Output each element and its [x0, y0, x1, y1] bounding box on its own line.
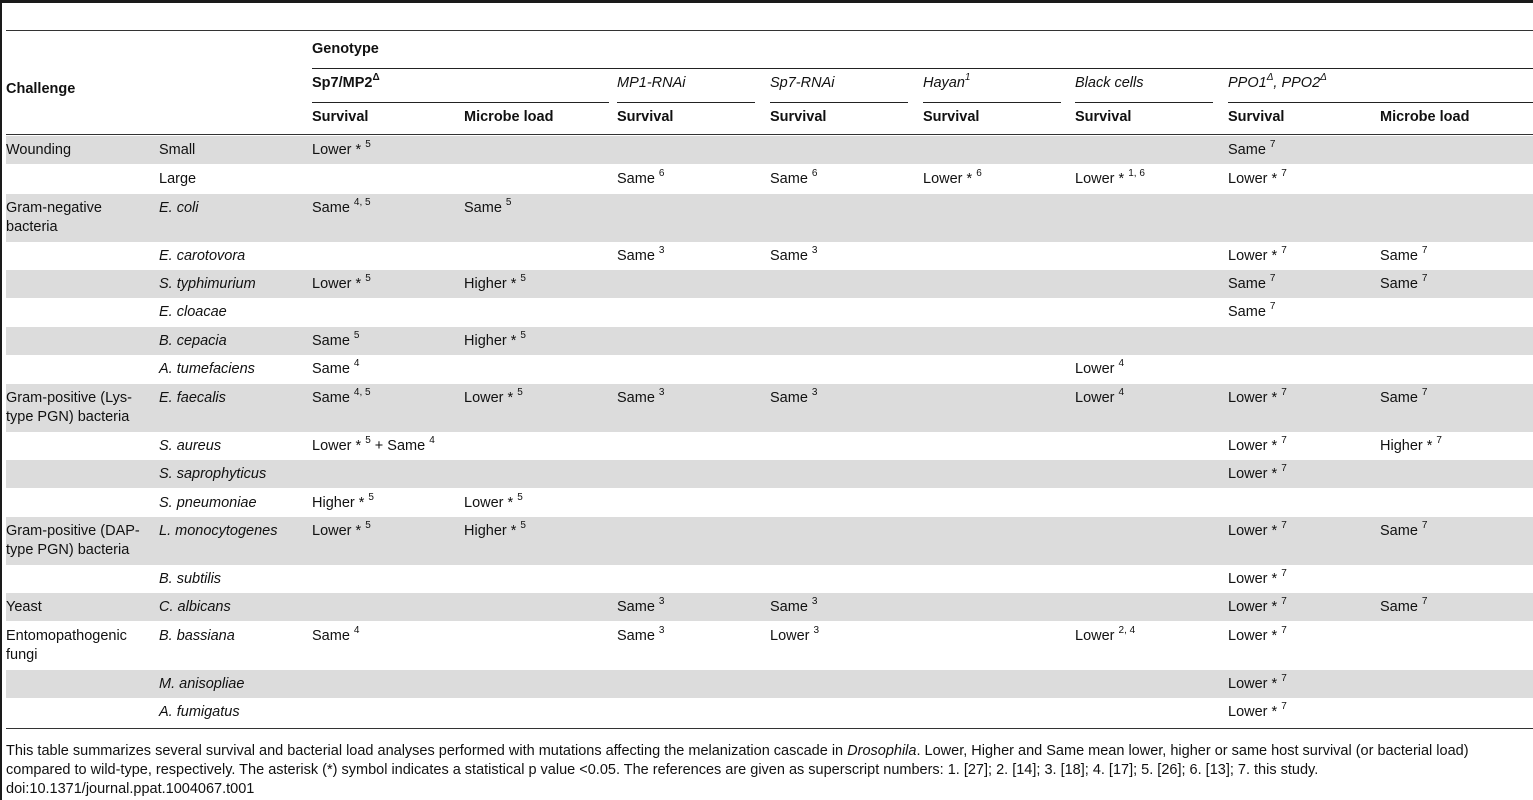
reference-superscript: 5 — [520, 273, 526, 285]
reference-superscript: 3 — [658, 625, 665, 637]
table-cell: Same $^6$ — [770, 168, 818, 187]
table-cell: Same $^7$ — [1228, 301, 1276, 320]
table-cell: Lower * $^6$ — [923, 168, 982, 187]
table-cell: Lower * $^5$ — [464, 387, 523, 406]
table-cell: Lower * $^{1, 6}$ — [1075, 168, 1145, 187]
challenge-organism: E. carotovora — [159, 248, 246, 264]
table-cell: Same $^7$ — [1380, 273, 1428, 292]
reference-superscript: 7 — [1281, 701, 1287, 713]
reference-superscript: 7 — [1281, 568, 1287, 580]
reference-superscript: 6 — [976, 168, 982, 180]
table-cell: Lower * $^7$ — [1228, 596, 1287, 615]
challenge-group: Entomopathogenic fungi — [6, 628, 127, 663]
reference-superscript: 7 — [1281, 168, 1287, 180]
challenge-organism: C. albicans — [159, 599, 231, 615]
challenge-organism: L. monocytogenes — [159, 523, 278, 539]
reference-superscript: 7 — [1421, 387, 1428, 399]
challenge-organism: E. coli — [159, 200, 199, 216]
reference-superscript: 4 — [1118, 387, 1125, 399]
genotype-column-1: $Sp7/MP2^\Delta$ — [312, 72, 380, 91]
table-cell: Lower $^4$ — [1075, 358, 1125, 377]
reference-superscript: 6 — [658, 168, 665, 180]
reference-superscript: 3 — [658, 387, 665, 399]
reference-superscript: 5 — [520, 520, 526, 532]
reference-superscript: 5 — [353, 330, 360, 342]
table-cell: Same $^3$ — [617, 625, 665, 644]
challenge-organism: S. pneumoniae — [159, 495, 257, 511]
column-underline — [923, 102, 1061, 103]
table-cell: Lower * $^7$ — [1228, 463, 1287, 482]
table-cell: Same $^{4, 5}$ — [312, 387, 371, 406]
reference-superscript: 4, 5 — [353, 387, 371, 399]
table-cell: Same $^7$ — [1380, 245, 1428, 264]
reference-superscript: 7 — [1269, 273, 1276, 285]
table-cell: Lower * $^7$ — [1228, 435, 1287, 454]
subheader-7: Survival — [1228, 109, 1285, 125]
table-cell: Same $^7$ — [1380, 520, 1428, 539]
table-cell: Same $^7$ — [1228, 139, 1276, 158]
reference-superscript: 7 — [1281, 435, 1287, 447]
reference-superscript: 7 — [1281, 463, 1287, 475]
challenge-organism: S. typhimurium — [159, 276, 256, 292]
reference-superscript: Δ — [372, 72, 380, 84]
challenge-organism: E. faecalis — [159, 390, 226, 406]
table-cell: Higher * $^5$ — [464, 330, 526, 349]
genotype-column-2: MP1-RNAi — [617, 75, 686, 91]
reference-superscript: 4 — [353, 358, 360, 370]
reference-superscript: 5 — [517, 492, 523, 504]
reference-superscript: 4, 5 — [353, 197, 371, 209]
table-cell: Lower * $^5$ — [312, 520, 371, 539]
challenge-group: Gram-positive (Lys-type PGN) bacteria — [6, 390, 132, 425]
reference-superscript: 3 — [658, 245, 665, 257]
reference-superscript: 7 — [1281, 520, 1287, 532]
table-cell: Higher * $^7$ — [1380, 435, 1442, 454]
reference-superscript: 3 — [811, 596, 818, 608]
table-cell: Same $^{4, 5}$ — [312, 197, 371, 216]
reference-superscript: 7 — [1421, 596, 1428, 608]
table-row-band — [6, 327, 1533, 355]
reference-superscript: 7 — [1421, 520, 1428, 532]
table-cell: Same $^6$ — [617, 168, 665, 187]
table-cell: Higher * $^5$ — [464, 520, 526, 539]
subheader-3: Survival — [617, 109, 674, 125]
reference-superscript: 5 — [365, 139, 371, 151]
table-cell: Lower $^{2, 4}$ — [1075, 625, 1136, 644]
reference-superscript: 6 — [811, 168, 818, 180]
subheader-4: Survival — [770, 109, 827, 125]
reference-superscript: 5 — [368, 492, 374, 504]
subheader-1: Survival — [312, 109, 369, 125]
reference-superscript: Δ — [1266, 72, 1274, 84]
table-caption: This table summarizes several survival and bacterial load analyses performed with mutations affecting the melanization cascade in Drosophila. Lower, Higher and Same mean lower, higher or same host survival (or bacterial load) compared to wild-type, respectively. The asterisk (*) symbol indicates a statistical p value <0.05. The references are given as superscript numbers: 1. [27]; 2. [14]; 3. [18]; 4. [17]; 5. [26]; 6. [13]; 7. this study. — [6, 743, 1469, 778]
table-cell: Lower * $^7$ — [1228, 387, 1287, 406]
table-cell: Lower $^3$ — [770, 625, 820, 644]
column-underline — [1075, 102, 1213, 103]
table-cell: Same $^7$ — [1380, 387, 1428, 406]
challenge-organism: A. fumigatus — [159, 704, 240, 720]
challenge-organism: M. anisopliae — [159, 676, 245, 692]
challenge-organism: B. subtilis — [159, 571, 222, 587]
table-cell: Same $^4$ — [312, 625, 360, 644]
reference-superscript: 7 — [1281, 673, 1287, 685]
reference-superscript: Δ — [1320, 72, 1327, 84]
table-cell: Higher * $^5$ — [464, 273, 526, 292]
reference-superscript: 5 — [365, 273, 371, 285]
table-row-band — [6, 194, 1533, 242]
reference-superscript: 7 — [1436, 435, 1442, 447]
reference-superscript: 7 — [1269, 139, 1276, 151]
reference-superscript: 7 — [1421, 245, 1428, 257]
table-cell: Higher * $^5$ — [312, 492, 374, 511]
header-bottom-rule — [6, 134, 1533, 135]
challenge-organism: A. tumefaciens — [159, 361, 255, 377]
left-rule — [0, 0, 2, 800]
column-underline — [770, 102, 908, 103]
reference-superscript: 7 — [1269, 301, 1276, 313]
challenge-organism: Small — [159, 142, 196, 158]
reference-superscript: 1, 6 — [1128, 168, 1145, 180]
table-cell: Same $^7$ — [1228, 273, 1276, 292]
genotype-underline — [312, 68, 1533, 69]
reference-superscript: 4 — [429, 435, 435, 447]
table-cell: Same $^3$ — [617, 245, 665, 264]
table-cell: Lower * $^7$ — [1228, 701, 1287, 720]
challenge-organism: E. cloacae — [159, 304, 227, 320]
challenge-organism: S. aureus — [159, 438, 222, 454]
table-cell: Same $^7$ — [1380, 596, 1428, 615]
table-row-band — [6, 136, 1533, 164]
table-cell: Same $^5$ — [464, 197, 512, 216]
reference-superscript: 5 — [517, 387, 523, 399]
reference-superscript: 1 — [964, 72, 971, 84]
table-cell: Lower * $^5$ — [464, 492, 523, 511]
challenge-organism: B. bassiana — [159, 628, 235, 644]
genotype-column-6: $PPO1^\Delta$, $PPO2^\Delta$ — [1228, 72, 1327, 91]
table-cell: Lower * $^7$ — [1228, 520, 1287, 539]
column-underline — [312, 102, 609, 103]
reference-superscript: 3 — [658, 596, 665, 608]
table-cell: Lower * $^7$ — [1228, 168, 1287, 187]
reference-superscript: 7 — [1281, 245, 1287, 257]
table-cell: Same $^3$ — [617, 596, 665, 615]
reference-superscript: 5 — [365, 435, 371, 447]
reference-superscript: 7 — [1281, 387, 1287, 399]
genotype-column-5: Black cells — [1075, 75, 1144, 91]
reference-superscript: 3 — [811, 387, 818, 399]
column-underline — [1228, 102, 1533, 103]
challenge-organism: B. cepacia — [159, 333, 227, 349]
reference-superscript: 3 — [813, 625, 820, 637]
reference-superscript: 2, 4 — [1118, 625, 1136, 637]
reference-superscript: 7 — [1421, 273, 1428, 285]
reference-superscript: 7 — [1281, 625, 1287, 637]
table-cell: Lower * $^5$ — [312, 273, 371, 292]
subheader-5: Survival — [923, 109, 980, 125]
genotype-column-3: Sp7-RNAi — [770, 75, 835, 91]
doi-text: doi:10.1371/journal.ppat.1004067.t001 — [6, 781, 255, 797]
challenge-group: Gram-negative bacteria — [6, 200, 102, 235]
challenge-header: Challenge — [6, 81, 76, 97]
table-cell: Lower * $^5$ — [312, 139, 371, 158]
table-cell: Lower * $^7$ — [1228, 625, 1287, 644]
column-underline — [617, 102, 755, 103]
reference-superscript: 4 — [1118, 358, 1125, 370]
table-cell: Lower * $^7$ — [1228, 568, 1287, 587]
reference-superscript: 7 — [1281, 596, 1287, 608]
data-table — [6, 0, 1533, 740]
reference-superscript: 3 — [811, 245, 818, 257]
table-cell: Same $^5$ — [312, 330, 360, 349]
table-cell: Same $^3$ — [770, 245, 818, 264]
challenge-group: Yeast — [6, 599, 42, 615]
subheader-2: Microbe load — [464, 109, 554, 125]
table-cell: Same $^3$ — [770, 387, 818, 406]
table-bottom-rule — [6, 728, 1533, 729]
table-cell: Same $^3$ — [770, 596, 818, 615]
challenge-organism: S. saprophyticus — [159, 466, 267, 482]
reference-superscript: 5 — [505, 197, 512, 209]
table-cell: Same $^4$ — [312, 358, 360, 377]
table-cell: Lower $^4$ — [1075, 387, 1125, 406]
header-top-rule — [6, 30, 1533, 31]
table-cell: Lower * $^7$ — [1228, 673, 1287, 692]
table-cell: Lower * $^7$ — [1228, 245, 1287, 264]
reference-superscript: 5 — [365, 520, 371, 532]
challenge-organism: Large — [159, 171, 197, 187]
challenge-group: Wounding — [6, 142, 72, 158]
challenge-group: Gram-positive (DAP-type PGN) bacteria — [6, 523, 140, 558]
subheader-8: Microbe load — [1380, 109, 1470, 125]
genotype-header: Genotype — [312, 41, 379, 57]
reference-superscript: 5 — [520, 330, 526, 342]
table-cell: Lower * $^5$ + Same $^4$ — [312, 435, 435, 454]
reference-superscript: 4 — [353, 625, 360, 637]
genotype-column-4: Hayan$^1$ — [923, 72, 971, 91]
table-cell: Same $^3$ — [617, 387, 665, 406]
subheader-6: Survival — [1075, 109, 1132, 125]
